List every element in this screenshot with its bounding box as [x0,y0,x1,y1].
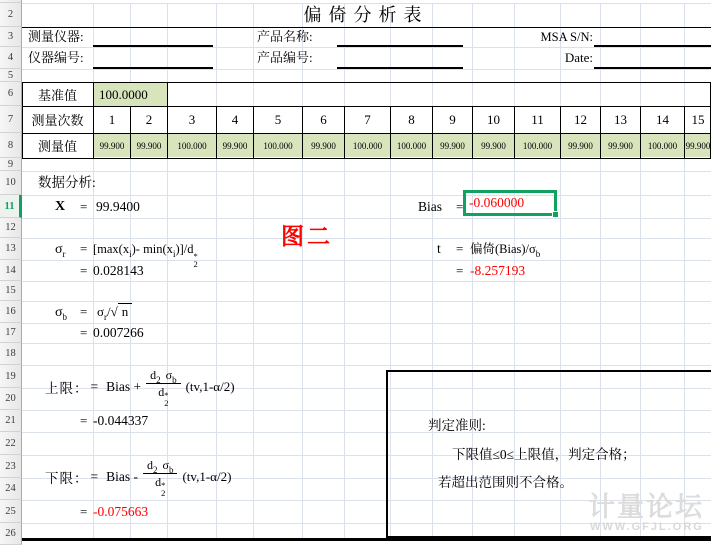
formula-subscript: 2 [164,397,169,408]
upper-limit-label: 上限： [45,381,89,396]
product-no-input-line[interactable] [337,67,463,69]
sigma-b-value-cell[interactable]: 0.007266 [93,325,144,340]
formula-subscript: 2 [156,374,161,385]
measurement-value-cell[interactable]: 100.000 [254,134,302,157]
fraction-denominator [158,384,168,407]
sigma-subscript: b [62,312,68,322]
row-header[interactable]: 20 [0,388,22,410]
row-header[interactable]: 16 [0,301,22,323]
fraction [143,458,177,497]
measurement-value-cell[interactable]: 99.900 [217,134,253,157]
measurement-value-cell[interactable]: 99.900 [94,134,130,157]
date-label: Date: [564,50,593,65]
row-header[interactable]: 15 [0,281,22,301]
gridline [22,47,711,48]
row-header[interactable]: 23 [0,455,22,478]
table-column-border [216,106,217,158]
measurement-value-cell[interactable]: 99.900 [303,134,344,157]
formula-text: d [147,457,153,472]
equals-sign: = [456,199,464,214]
t-symbol: t [437,241,441,256]
selected-cell[interactable] [463,190,557,216]
table-column-border [684,106,685,158]
sigma-subscript: r [62,249,66,259]
analysis-section-label: 数据分析: [38,175,96,190]
formula-subscript: 2 [193,259,198,269]
table-column-border [472,106,473,158]
bias-value: -0.060000 [469,195,525,210]
product-name-label: 产品名称: [257,29,313,44]
sigma-b-symbol [55,301,67,323]
trial-number-cell[interactable]: 14 [656,111,669,127]
trial-number-cell[interactable]: 7 [364,111,371,127]
table-column-border [390,106,391,158]
equals-sign: = [80,241,88,256]
measurement-value-cell[interactable]: 100.000 [345,134,390,157]
date-input-line[interactable] [594,67,711,69]
formula-subscript: r [104,312,108,322]
gridline [22,281,711,282]
row-header[interactable]: 21 [0,410,22,432]
table-border [22,158,711,159]
formula-text: (tv,1-α/2) [185,379,235,394]
table-column-border [167,106,168,158]
formula-text: d [150,367,157,382]
formula-text: )]/d [175,242,194,256]
row-header[interactable]: 4 [0,47,22,69]
row-header[interactable]: 9 [0,158,22,171]
measurement-value-cell[interactable]: 99.900 [561,134,600,157]
row-header[interactable]: 17 [0,323,22,343]
fraction-denominator [155,474,165,497]
measurement-value-cell[interactable]: 100.000 [391,134,432,157]
formula-text: σ [165,367,173,382]
sigma-b-formula [97,301,132,323]
instrument-no-input-line[interactable] [93,67,213,69]
formula-superscript: * [164,389,169,400]
gridline [344,3,345,538]
row-header[interactable]: 18 [0,343,22,365]
sigma-r-symbol [55,238,66,260]
gridline [253,3,254,538]
table-border [22,133,711,134]
t-formula [470,238,540,260]
row-header[interactable]: 24 [0,478,22,500]
table-column-border [514,106,515,158]
trial-number-cell[interactable]: 15 [691,111,705,127]
formula-text: d [155,474,162,489]
formula-subscript: b [535,249,541,259]
msa-sn-label: MSA S/N: [540,30,593,44]
formula-text: Bias + [106,379,142,394]
formula-text: [max(x [93,242,130,256]
trial-number-cell[interactable]: 5 [274,111,282,127]
trial-number-cell[interactable]: 12 [574,111,587,127]
upper-limit-formula [45,364,235,410]
table-column-border [130,106,131,158]
trial-number-cell[interactable]: 11 [531,111,544,127]
measurement-value-cell[interactable]: 99.900 [131,134,167,157]
values-label: 测量值 [37,139,77,154]
formula-superscript: * [193,251,198,261]
formula-text: σ [97,304,105,319]
table-border [22,106,711,107]
table-column-border [560,106,561,158]
product-name-input-line[interactable] [337,45,463,47]
lower-limit-label: 下限： [45,471,89,486]
d-star-2 [164,391,168,407]
equals-sign: = [80,263,88,278]
table-border [167,82,168,107]
row-header[interactable]: 6 [0,82,22,106]
trial-number-cell[interactable]: 1 [108,111,116,127]
criteria-title: 判定准则: [428,418,486,433]
row-header[interactable]: 8 [0,133,22,158]
table-column-border [302,106,303,158]
formula-subscript: 2 [153,464,158,475]
xbar-value-cell[interactable]: 99.9400 [96,199,140,214]
sheet-bottom-border [22,538,711,541]
table-column-border [93,106,94,158]
fraction [146,368,180,407]
fraction-numerator [143,458,177,474]
equals-sign: = [90,379,99,394]
selection-fill-handle[interactable] [552,211,559,218]
gridline [22,171,711,172]
criteria-line2: 若超出范围则不合格。 [438,475,573,490]
equals-sign: = [80,413,88,428]
measurement-value-cell[interactable]: 99.900 [601,134,640,157]
formula-superscript: * [161,479,166,490]
row-header[interactable]: 11 [0,195,22,218]
instrument-input-line[interactable] [93,45,213,47]
sigma-r-value-cell[interactable]: 0.028143 [93,263,144,278]
row-header[interactable]: 25 [0,500,22,523]
trial-number-cell[interactable]: 8 [408,111,415,127]
criteria-line1: 下限值≤0≤上限值，判定合格； [452,447,636,462]
formula-text: )- min(x [131,242,173,256]
measurement-value-cell[interactable]: 100.000 [168,134,216,157]
watermark-logo: 计量论坛 [588,492,704,522]
row-header[interactable]: 22 [0,432,22,455]
equals-sign: = [80,199,88,214]
table-column-border [344,106,345,158]
row-header[interactable]: 10 [0,171,22,195]
trial-number-cell[interactable]: 4 [231,111,239,127]
gridline [22,218,711,219]
measurement-value-cell[interactable]: 100.000 [515,134,560,157]
trial-number-cell[interactable]: 3 [188,111,196,127]
table-column-border [432,106,433,158]
measurement-value-cell[interactable]: 99.900 [685,134,711,157]
fraction-numerator [146,368,180,384]
measurement-value-cell[interactable]: 99.900 [473,134,514,157]
measurement-value-cell[interactable]: 100.000 [641,134,684,157]
sigma-glyph: σ [55,242,63,257]
instrument-label: 测量仪器: [28,29,84,44]
row-header[interactable]: 5 [0,69,22,82]
row-header[interactable]: 14 [0,260,22,281]
reference-label: 基准值 [37,88,77,103]
trial-number-cell[interactable]: 10 [487,111,500,127]
row-header[interactable]: 26 [0,523,22,545]
lower-limit-value-cell[interactable]: -0.075663 [93,504,149,519]
d-star-2 [194,252,198,268]
row-header[interactable]: 13 [0,238,22,260]
formula-text: (tv,1-α/2) [182,469,232,484]
table-column-border [253,106,254,158]
row-header[interactable]: 19 [0,365,22,388]
measurement-value-cell[interactable]: 99.900 [433,134,472,157]
formula-text: Bias - [106,469,138,484]
product-no-label: 产品编号: [257,50,313,65]
watermark-url: WWW.GFJL.ORG [590,521,704,533]
equals-sign: = [80,325,88,340]
trial-number-cell[interactable]: 2 [145,111,153,127]
formula-subscript: 2 [161,487,166,498]
equals-sign: = [456,263,464,278]
formula-subscript: i [172,249,176,259]
upper-limit-value-cell[interactable]: -0.044337 [93,413,149,428]
sigma-r-formula [93,238,198,269]
sigma-glyph: σ [55,305,63,320]
trial-number-cell[interactable]: 9 [449,111,456,127]
d-star-2 [161,481,165,497]
equals-sign: = [90,469,99,484]
t-value-cell[interactable]: -8.257193 [470,263,526,278]
formula-text: /√ [107,304,118,319]
lower-limit-formula [45,454,231,500]
row-header[interactable]: 7 [0,106,22,133]
formula-subscript: b [168,464,174,475]
gridline [22,69,711,70]
row-header[interactable]: 2 [0,3,22,27]
equals-sign: = [456,241,464,256]
formula-text: 偏倚(Bias)/σ [470,242,536,256]
trial-number-cell[interactable]: 6 [320,111,327,127]
bias-label: Bias [418,199,443,214]
msa-sn-input-line[interactable] [594,45,711,47]
radicand: n [118,303,133,319]
equals-sign: = [80,504,88,519]
gridline [302,3,303,538]
trial-number-cell[interactable]: 13 [614,111,627,127]
formula-subscript: i [129,249,132,259]
instrument-no-label: 仪器编号: [28,50,84,65]
title-underline [22,27,711,28]
row-header[interactable]: 12 [0,218,22,238]
figure-annotation: 图二 [281,224,333,249]
xbar-symbol: X [55,199,66,214]
gridline [22,343,711,344]
trials-label: 测量次数 [31,113,84,128]
row-header[interactable]: 3 [0,27,22,47]
equals-sign: = [80,304,88,319]
formula-text: d [158,384,165,399]
page-title: 偏倚分析表 [303,5,429,25]
table-column-border [600,106,601,158]
formula-text: σ [162,457,169,472]
formula-subscript: b [172,374,177,385]
table-column-border [640,106,641,158]
reference-value-cell[interactable]: 100.0000 [94,83,167,106]
